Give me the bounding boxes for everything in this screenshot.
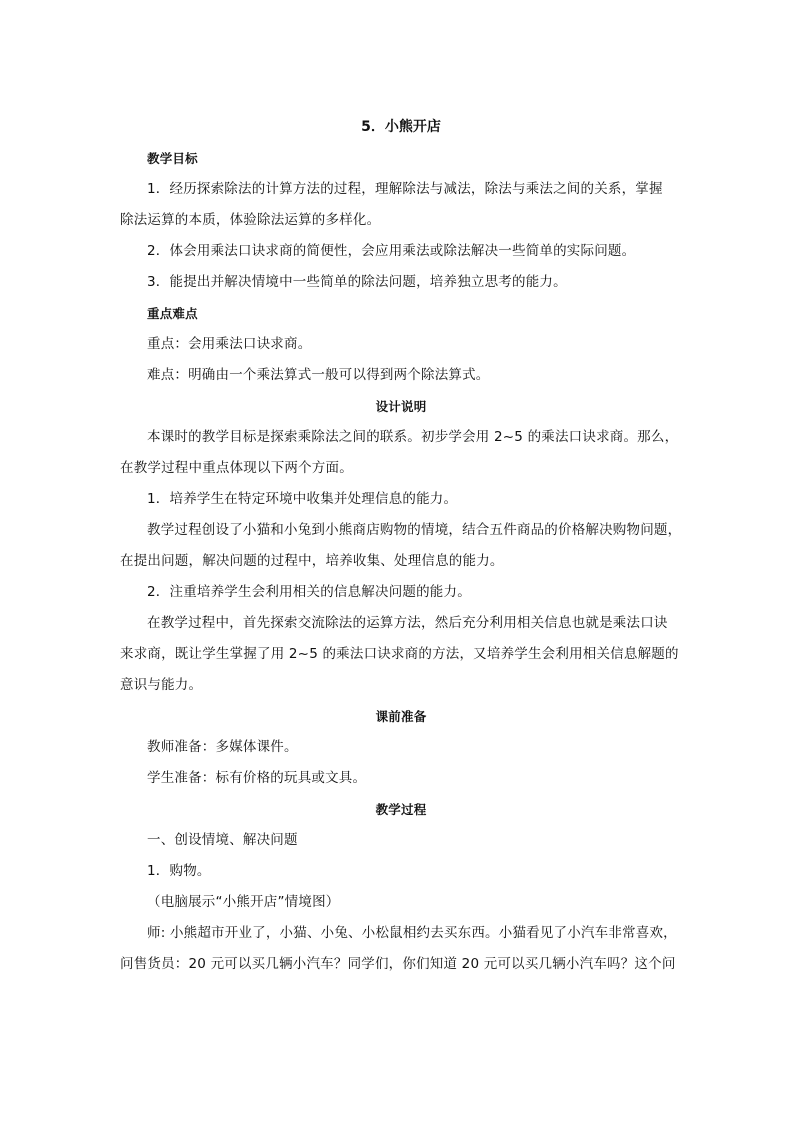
key-point-focus: 重点：会用乘法口诀求商。: [147, 336, 312, 352]
design-point-1: 1．培养学生在特定环境中收集并处理信息的能力。: [147, 491, 458, 507]
design-point-1-detail-line-2: 在提出问题，解决问题的过程中，培养收集、处理信息的能力。: [120, 553, 504, 569]
design-intro-line-1: 本课时的教学目标是探索乘除法之间的联系。初步学会用 2~5 的乘法口诀求商。那么，: [147, 429, 679, 445]
process-note: （电脑展示“小熊开店”情境图）: [147, 894, 340, 910]
section-heading-process: 教学过程: [375, 802, 427, 817]
goal-item-1-line-2: 除法运算的本质，体验除法运算的多样化。: [120, 212, 381, 228]
section-heading-goals: 教学目标: [147, 151, 198, 166]
document-title: 5．小熊开店: [361, 119, 441, 135]
process-teacher-line-1: 师: 小熊超市开业了，小猫、小兔、小松鼠相约去买东西。小猫看见了小汽车非常喜欢，: [147, 925, 677, 941]
preparation-teacher: 教师准备：多媒体课件。: [147, 739, 298, 755]
process-teacher-line-2: 问售货员：20 元可以买几辆小汽车？同学们，你们知道 20 元可以买几辆小汽车吗？这个问: [120, 956, 676, 972]
key-point-difficulty: 难点：明确由一个乘法算式一般可以得到两个除法算式。: [147, 367, 490, 383]
design-intro-line-2: 在教学过程中重点体现以下两个方面。: [120, 460, 353, 476]
section-heading-design: 设计说明: [375, 399, 427, 414]
goal-item-3: 3．能提出并解决情境中一些简单的除法问题，培养独立思考的能力。: [147, 274, 567, 290]
goal-item-1-line-1: 1．经历探索除法的计算方法的过程，理解除法与减法，除法与乘法之间的关系，掌握: [147, 181, 663, 197]
design-point-2-detail-line-1: 在教学过程中，首先探索交流除法的运算方法，然后充分利用相关信息也就是乘法口诀: [147, 615, 668, 631]
document-page: [120, 112, 682, 980]
section-heading-key-points: 重点难点: [147, 306, 198, 321]
preparation-student: 学生准备：标有价格的玩具或文具。: [147, 770, 367, 786]
goal-item-2: 2．体会用乘法口诀求商的简便性，会应用乘法或除法解决一些简单的实际问题。: [147, 243, 636, 259]
process-step-1: 1．购物。: [147, 863, 211, 879]
process-section-1: 一、创设情境、解决问题: [147, 832, 298, 848]
design-point-1-detail-line-1: 教学过程创设了小猫和小兔到小熊商店购物的情境，结合五件商品的价格解决购物问题，: [147, 522, 682, 538]
design-point-2-detail-line-3: 意识与能力。: [120, 677, 203, 693]
section-heading-preparation: 课前准备: [375, 709, 427, 724]
design-point-2: 2．注重培养学生会利用相关的信息解决问题的能力。: [147, 584, 471, 600]
design-point-2-detail-line-2: 来求商，既让学生掌握了用 2~5 的乘法口诀求商的方法，又培养学生会利用相关信息解题的: [120, 646, 679, 662]
